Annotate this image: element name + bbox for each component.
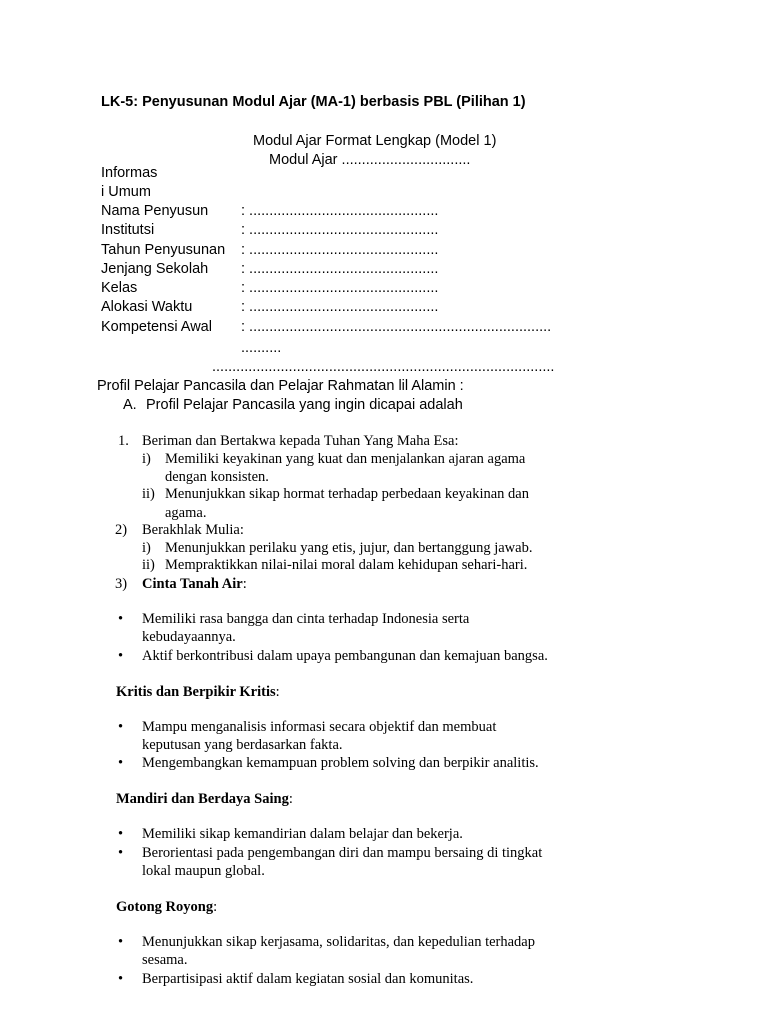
profil-heading: Profil Pelajar Pancasila dan Pelajar Rahmatan lil Alamin : xyxy=(97,378,464,394)
colon: : xyxy=(275,684,280,700)
field-value: : ............................................... xyxy=(241,203,439,219)
field-label: Institutsi xyxy=(101,222,155,238)
field-value: : ........................................................................... xyxy=(241,319,552,335)
bullet-icon: • xyxy=(118,934,124,950)
field-tahun-penyusunan xyxy=(0,241,768,260)
field-alokasi-waktu xyxy=(0,298,768,317)
bullet-text: Berorientasi pada pengembangan diri dan mampu bersaing di tingkat xyxy=(142,845,543,861)
field-label: Alokasi Waktu xyxy=(101,299,193,315)
colon: : xyxy=(242,576,247,592)
bullet-text: Berpartisipasi aktif dalam kegiatan sosial dan komunitas. xyxy=(142,971,474,987)
field-value: : ............................................... xyxy=(241,242,439,258)
sub-item-text: agama. xyxy=(165,505,207,521)
info-umum-label-2: i Umum xyxy=(101,184,151,200)
section-heading-text: Gotong Royong xyxy=(116,899,214,915)
list-item-berakhlak: Berakhlak Mulia: xyxy=(142,522,244,538)
bullet-icon: • xyxy=(118,611,124,627)
profil-sub-heading: Profil Pelajar Pancasila yang ingin dicapai adalah xyxy=(146,397,463,413)
bullet-text: Aktif berkontribusi dalam upaya pembangunan dan kemajuan bangsa. xyxy=(142,648,548,664)
module-format-title: Modul Ajar Format Lengkap (Model 1) xyxy=(253,133,497,149)
profil-sub-marker: A. xyxy=(123,397,137,413)
field-nama-penyusun xyxy=(0,202,768,221)
section-heading-mandiri xyxy=(116,790,293,809)
colon: : xyxy=(288,791,293,807)
field-jenjang-sekolah xyxy=(0,260,768,279)
bullet-icon: • xyxy=(118,845,124,861)
colon: : xyxy=(213,899,218,915)
bullet-icon: • xyxy=(118,755,124,771)
field-institutsi xyxy=(0,221,768,240)
list-item-cinta-tanah-air xyxy=(142,575,247,594)
bullet-text: Menunjukkan sikap kerjasama, solidaritas, dan kepedulian terhadap xyxy=(142,934,535,950)
list-item-beriman: Beriman dan Bertakwa kepada Tuhan Yang Maha Esa: xyxy=(142,433,459,449)
kompetensi-continuation-2: ..................................................................................... xyxy=(212,359,555,375)
field-label: Kompetensi Awal xyxy=(101,319,212,335)
bullet-text: Mengembangkan kemampuan problem solving dan berpikir analitis. xyxy=(142,755,539,771)
field-label: Tahun Penyusunan xyxy=(101,242,226,258)
bullet-icon: • xyxy=(118,648,124,664)
sub-item-text: Menunjukkan perilaku yang etis, jujur, dan bertanggung jawab. xyxy=(165,540,533,556)
sub-item-text: Mempraktikkan nilai-nilai moral dalam kehidupan sehari-hari. xyxy=(165,557,528,573)
bullet-text: kebudayaannya. xyxy=(142,629,236,645)
bullet-text: sesama. xyxy=(142,952,188,968)
kompetensi-continuation-1: .......... xyxy=(241,340,282,356)
sub-item-text: dengan konsisten. xyxy=(165,469,269,485)
section-heading-text: Kritis dan Berpikir Kritis xyxy=(116,684,276,700)
field-label: Kelas xyxy=(101,280,138,296)
field-value: : ............................................... xyxy=(241,280,439,296)
section-heading-gotong-royong xyxy=(116,898,217,917)
sub-item-text: Memiliki keyakinan yang kuat dan menjalankan ajaran agama xyxy=(165,451,526,467)
field-kompetensi-awal xyxy=(0,318,768,337)
field-value: : ............................................... xyxy=(241,299,439,315)
section-heading-kritis xyxy=(116,683,280,702)
list-number: 3) xyxy=(115,576,128,592)
bullet-text: Mampu menganalisis informasi secara objektif dan membuat xyxy=(142,719,497,735)
bullet-icon: • xyxy=(118,826,124,842)
sub-marker: ii) xyxy=(142,557,155,573)
sub-marker: i) xyxy=(142,540,151,556)
sub-marker: i) xyxy=(142,451,151,467)
bullet-text: lokal maupun global. xyxy=(142,863,265,879)
item-heading: Cinta Tanah Air xyxy=(142,576,243,592)
field-value: : ............................................... xyxy=(241,261,439,277)
field-value: : ............................................... xyxy=(241,222,439,238)
field-kelas xyxy=(0,279,768,298)
document-title: LK-5: Penyusunan Modul Ajar (MA-1) berbasis PBL (Pilihan 1) xyxy=(101,94,526,110)
list-number: 1. xyxy=(118,433,129,449)
field-label: Jenjang Sekolah xyxy=(101,261,209,277)
sub-item-text: Menunjukkan sikap hormat terhadap perbedaan keyakinan dan xyxy=(165,486,529,502)
field-label: Nama Penyusun xyxy=(101,203,209,219)
bullet-icon: • xyxy=(118,971,124,987)
bullet-text: keputusan yang berdasarkan fakta. xyxy=(142,737,343,753)
module-name-line: Modul Ajar ................................ xyxy=(269,152,471,168)
bullet-icon: • xyxy=(118,719,124,735)
info-umum-label-1: Informas xyxy=(101,165,158,181)
bullet-text: Memiliki rasa bangga dan cinta terhadap Indonesia serta xyxy=(142,611,470,627)
section-heading-text: Mandiri dan Berdaya Saing xyxy=(116,791,289,807)
sub-marker: ii) xyxy=(142,486,155,502)
bullet-text: Memiliki sikap kemandirian dalam belajar dan bekerja. xyxy=(142,826,463,842)
list-number: 2) xyxy=(115,522,128,538)
